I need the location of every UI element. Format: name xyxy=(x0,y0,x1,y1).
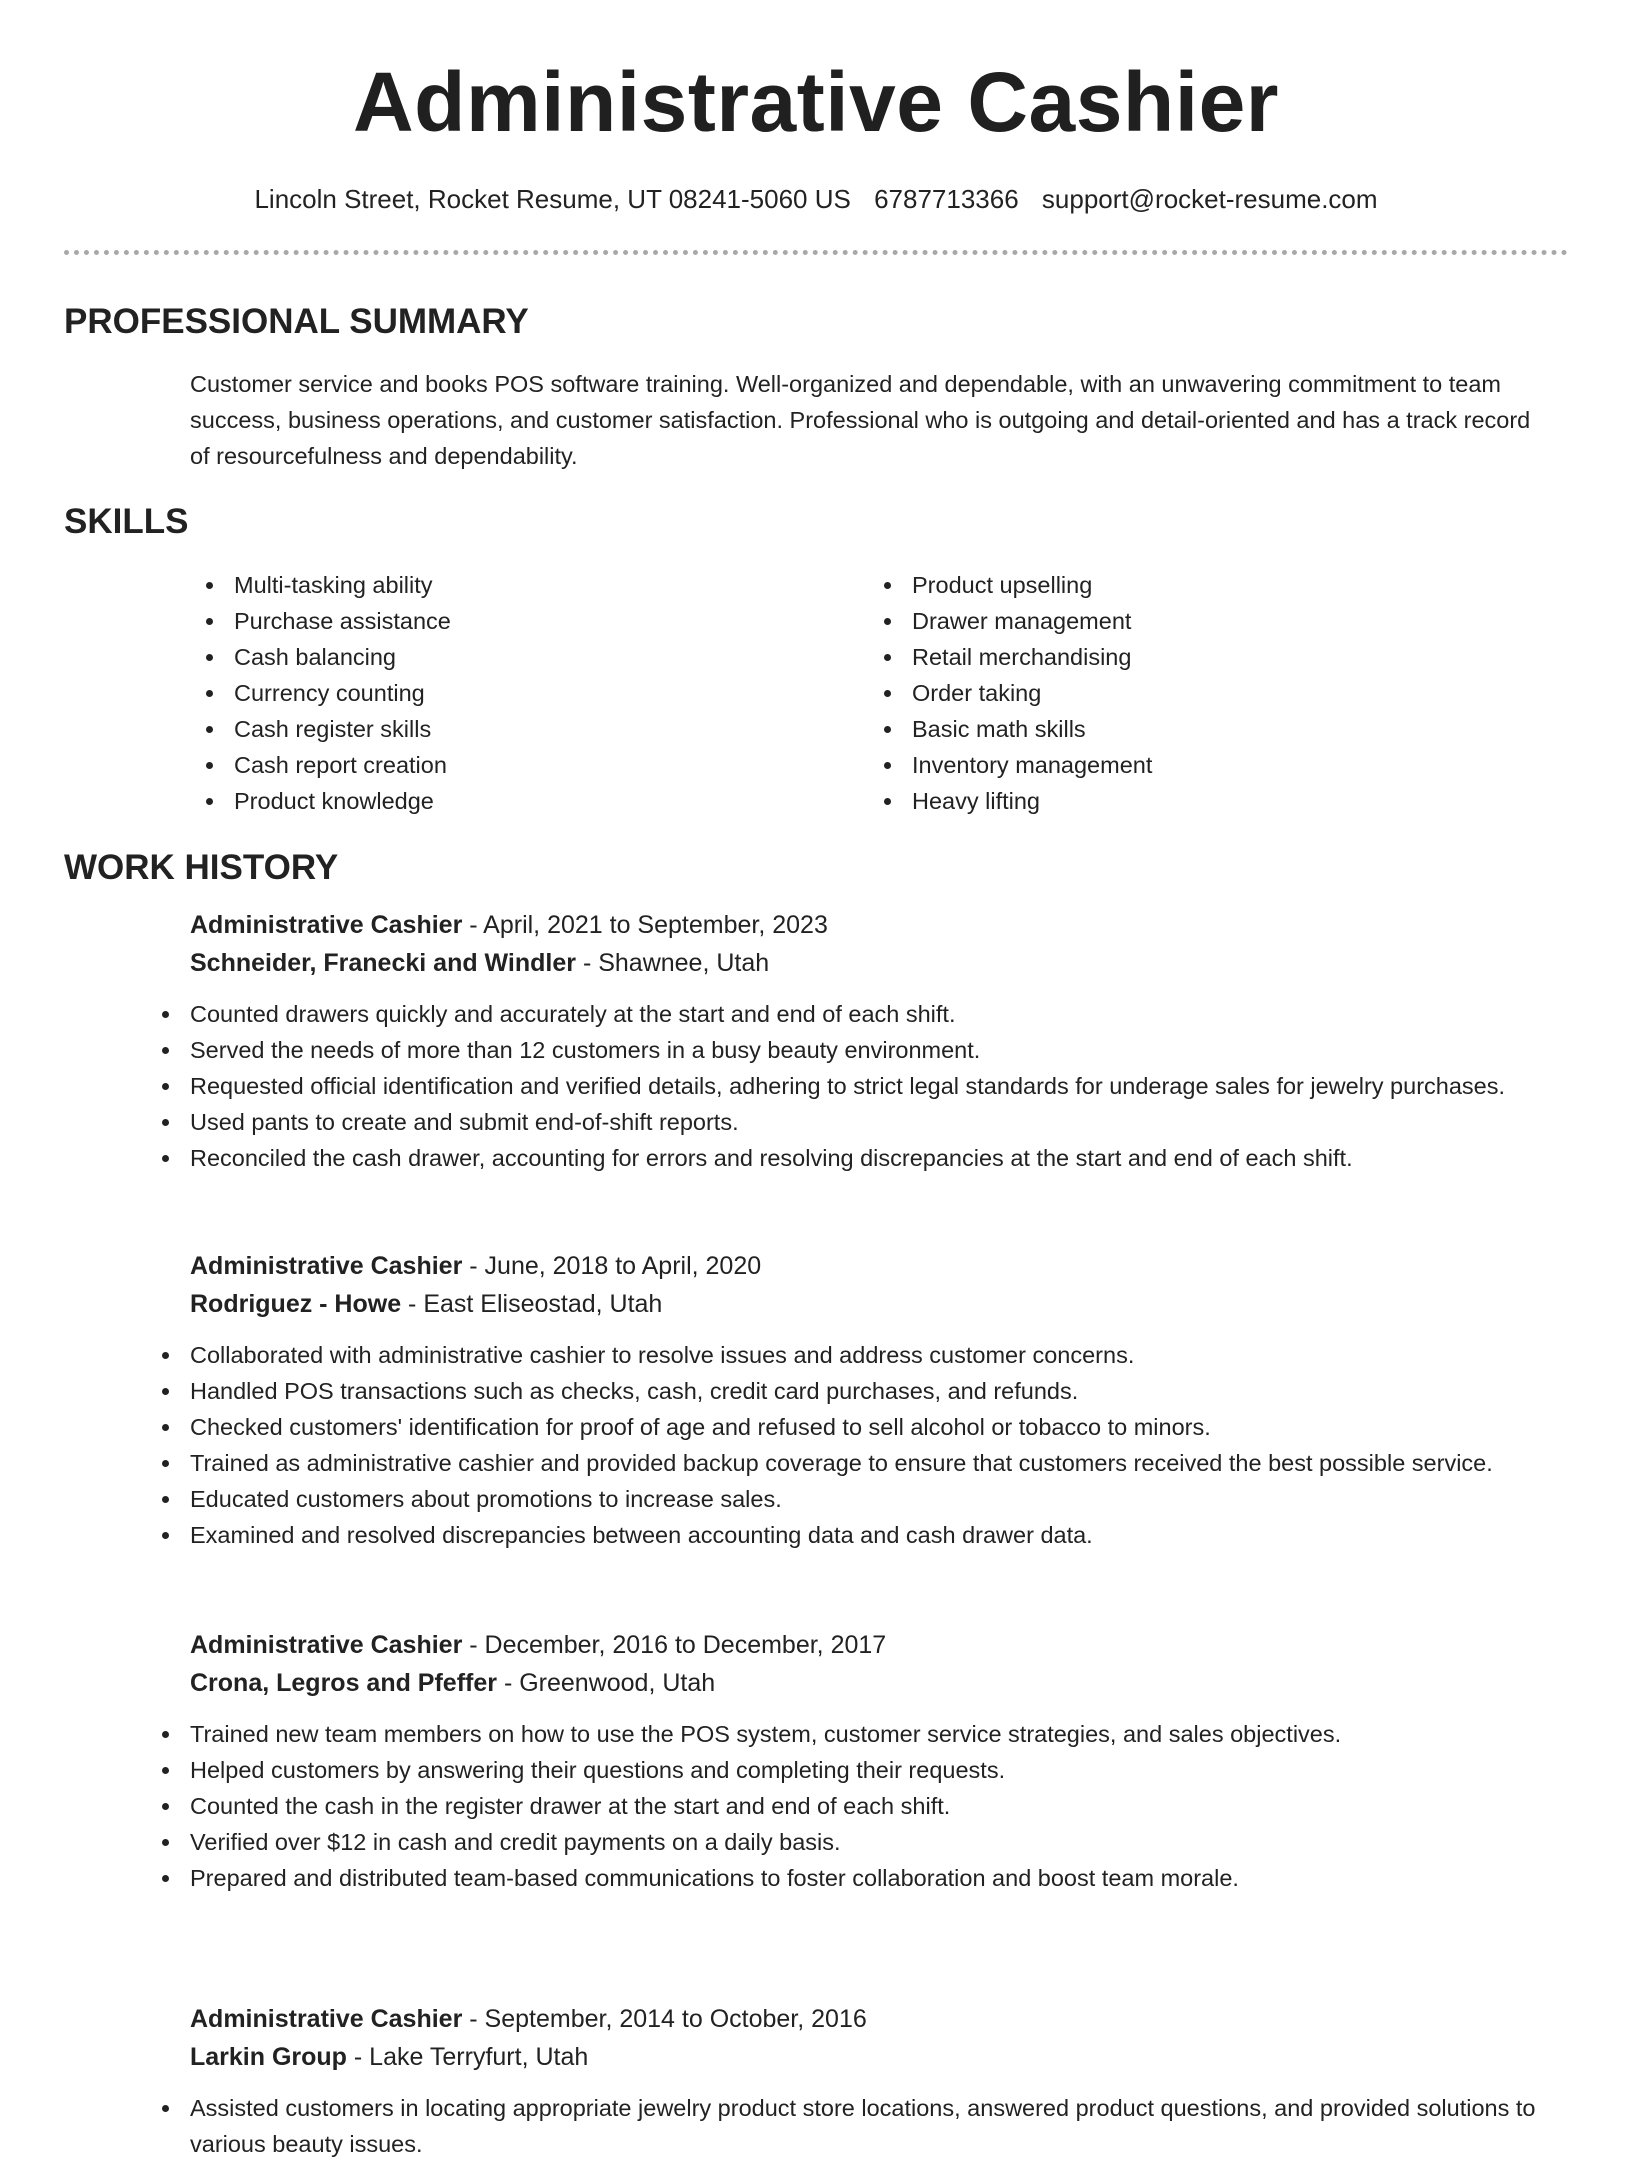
skill-item: Inventory management xyxy=(868,747,1508,783)
resume-name: Administrative Cashier xyxy=(353,55,1279,149)
skill-item: Retail merchandising xyxy=(868,639,1508,675)
job-entry xyxy=(190,1247,1560,1553)
job-entry xyxy=(190,2000,1560,2162)
job-bullet: Prepared and distributed team-based communications to foster collaboration and boost team morale. xyxy=(146,1860,1560,1896)
summary-text: Customer service and books POS software training. Well-organized and dependable, with an unwavering commitment to team success, business operations, and customer satisfaction. Professional who is outgoing and detail-oriented and has a track record of resourcefulness and dependability. xyxy=(190,371,1531,469)
skill-item: Purchase assistance xyxy=(190,603,830,639)
job-company: Schneider, Franecki and Windler xyxy=(190,949,576,977)
contact-address: Lincoln Street, Rocket Resume, UT 08241-5060 US xyxy=(254,184,851,214)
job-dates: - December, 2016 to December, 2017 xyxy=(462,1631,887,1659)
job-company-line xyxy=(190,1664,1560,1702)
skill-item: Cash report creation xyxy=(190,747,830,783)
job-dates: - September, 2014 to October, 2016 xyxy=(462,2005,867,2033)
job-company: Larkin Group xyxy=(190,2043,347,2071)
skill-item: Drawer management xyxy=(868,603,1508,639)
job-location: - East Eliseostad, Utah xyxy=(401,1290,663,1318)
job-bullet: Requested official identification and verified details, adhering to strict legal standards for underage sales for jewelry purchases. xyxy=(146,1068,1560,1104)
skill-item: Multi-tasking ability xyxy=(190,567,830,603)
job-bullets xyxy=(146,996,1560,1176)
skills-column-left xyxy=(190,567,830,819)
skill-item: Basic math skills xyxy=(868,711,1508,747)
job-bullet: Trained as administrative cashier and provided backup coverage to ensure that customers received the best possible service. xyxy=(146,1445,1560,1481)
job-location: - Greenwood, Utah xyxy=(497,1669,716,1697)
job-entry xyxy=(190,906,1560,1176)
job-role: Administrative Cashier xyxy=(190,1252,463,1280)
job-title-line xyxy=(190,906,1560,944)
skill-item: Cash register skills xyxy=(190,711,830,747)
job-title-line xyxy=(190,1626,1560,1664)
section-title-summary: PROFESSIONAL SUMMARY xyxy=(64,302,529,341)
section-title-work-history: WORK HISTORY xyxy=(64,848,339,887)
contact-email: support@rocket-resume.com xyxy=(1041,184,1378,214)
job-company: Crona, Legros and Pfeffer xyxy=(190,1669,497,1697)
skill-item: Cash balancing xyxy=(190,639,830,675)
section-title-skills: SKILLS xyxy=(64,502,189,541)
job-bullets xyxy=(146,1337,1560,1553)
job-bullet: Educated customers about promotions to increase sales. xyxy=(146,1481,1560,1517)
job-dates: - April, 2021 to September, 2023 xyxy=(462,911,828,939)
job-bullet: Handled POS transactions such as checks, cash, credit card purchases, and refunds. xyxy=(146,1373,1560,1409)
job-bullet: Helped customers by answering their questions and completing their requests. xyxy=(146,1752,1560,1788)
job-title-line xyxy=(190,1247,1560,1285)
skill-item: Product knowledge xyxy=(190,783,830,819)
job-bullet: Collaborated with administrative cashier to resolve issues and address customer concerns. xyxy=(146,1337,1560,1373)
job-bullet: Assisted customers in locating appropriate jewelry product store locations, answered product questions, and provided solutions to various beauty issues. xyxy=(146,2090,1560,2162)
job-bullet: Checked customers' identification for proof of age and refused to sell alcohol or tobacco to minors. xyxy=(146,1409,1560,1445)
job-role: Administrative Cashier xyxy=(190,1631,463,1659)
job-bullet: Used pants to create and submit end-of-shift reports. xyxy=(146,1104,1560,1140)
job-company-line xyxy=(190,944,1560,982)
job-bullet: Verified over $12 in cash and credit payments on a daily basis. xyxy=(146,1824,1560,1860)
job-bullet: Served the needs of more than 12 customers in a busy beauty environment. xyxy=(146,1032,1560,1068)
skills-column-right xyxy=(868,567,1508,819)
skill-item: Heavy lifting xyxy=(868,783,1508,819)
job-title-line xyxy=(190,2000,1560,2038)
job-company-line xyxy=(190,2038,1560,2076)
job-bullet: Reconciled the cash drawer, accounting for errors and resolving discrepancies at the start and end of each shift. xyxy=(146,1140,1560,1176)
contact-phone: 6787713366 xyxy=(874,184,1019,214)
skill-item: Currency counting xyxy=(190,675,830,711)
job-company: Rodriguez - Howe xyxy=(190,1290,402,1318)
job-bullet: Trained new team members on how to use the POS system, customer service strategies, and sales objectives. xyxy=(146,1716,1560,1752)
skill-item: Order taking xyxy=(868,675,1508,711)
contact-line xyxy=(0,181,1632,217)
job-bullets xyxy=(146,2090,1560,2162)
job-bullet: Examined and resolved discrepancies between accounting data and cash drawer data. xyxy=(146,1517,1560,1553)
job-dates: - June, 2018 to April, 2020 xyxy=(462,1252,762,1280)
job-bullets xyxy=(146,1716,1560,1896)
job-entry xyxy=(190,1626,1560,1896)
job-role: Administrative Cashier xyxy=(190,911,463,939)
job-location: - Lake Terryfurt, Utah xyxy=(346,2043,589,2071)
job-location: - Shawnee, Utah xyxy=(576,949,770,977)
header-divider xyxy=(64,250,1568,255)
job-role: Administrative Cashier xyxy=(190,2005,463,2033)
job-bullet: Counted the cash in the register drawer at the start and end of each shift. xyxy=(146,1788,1560,1824)
skill-item: Product upselling xyxy=(868,567,1508,603)
job-company-line xyxy=(190,1285,1560,1323)
job-bullet: Counted drawers quickly and accurately at the start and end of each shift. xyxy=(146,996,1560,1032)
